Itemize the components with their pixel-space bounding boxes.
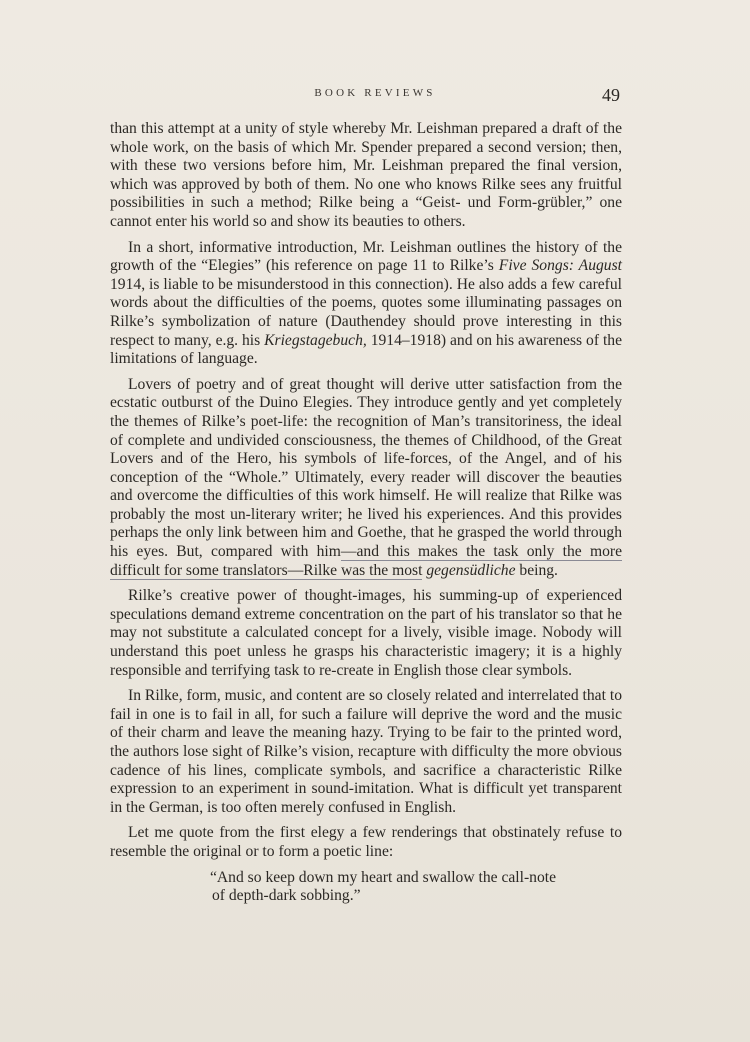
page-number: 49	[602, 85, 620, 105]
underlined-passage: —and this makes the task only the more difficult for some translators—Rilke was the most	[110, 543, 623, 579]
paragraph-5: In Rilke, form, music, and content are so closely related and interrelated that to fail in one is to fail in all, for such a failure will deprive the word and the music of their charm and leave the meaning hazy. Trying to be fair to the printed word, the authors lose sight of Rilke’s vision, recapture with difficulty the more obvious cadence of his lines, complicate symbols, and sacrifice a characteristic Rilke expression to an experiment in sound-imitation. What is difficult yet transparent in the German, is too often merely confused in English.	[110, 687, 622, 816]
paragraph-3: Lovers of poetry and of great thought will derive utter satisfaction from the ecstatic outburst of the Duino Elegies. They introduce gently and yet completely the themes of Rilke’s poet-life: the recognition of Man’s transitoriness, the ideal of complete and undivided consciousness, the themes of Childhood, of the Great Lovers and of the Hero, his symbols of life-forces, of the Angel, and of his conception of the “Whole.” Ultimately, every reader will discover the beauties and overcome the difficulties of this work himself. He will realize that Rilke was probably the most un-literary writer; he lived his experiences. And this provides perhaps the only link between him and Goethe, that he grasped the world through his eyes. But, compared with him—and this makes the task only the more difficult for some translators—Rilke was the most gegensüdliche being.	[110, 375, 623, 579]
paragraph-4: Rilke’s creative power of thought-images, his summing-up of experienced speculations demand extreme concentration on the part of his translator so that he may not substitute a calculated concept for a lively, visible image. Nobody will understand this poet unless he grasps his characteristic imagery; it is a highly responsible and terrifying task to re-create in English those clear symbols.	[110, 587, 622, 679]
quote-line-2: of depth-dark sobbing.”	[212, 887, 361, 905]
book-title-kriegstagebuch: Kriegstagebuch,	[264, 331, 367, 349]
book-title-five-songs: Five Songs: August	[498, 257, 622, 275]
italic-term: gegensüdliche	[426, 561, 516, 579]
quoted-rendering	[110, 869, 622, 906]
review-body	[110, 120, 622, 906]
running-title: BOOK REVIEWS	[314, 87, 436, 99]
paragraph-2: In a short, informative introduction, Mr. Leishman outlines the history of the growth of the “Elegies” (his reference on page 11 to Rilke’s Five Songs: August 1914, is liable to be misunderstood in this connection). He also adds a few careful words about the difficulties of the poems, quotes some illuminating passages on Rilke’s symbolization of nature (Dauthendey should prove interesting in this respect to many, e.g. his Kriegstagebuch, 1914–1918) and on his awareness of the limitations of language.	[110, 238, 622, 368]
quote-line-1: “And so keep down my heart and swallow the call-note	[210, 868, 556, 886]
paragraph-1: than this attempt at a unity of style whereby Mr. Leishman prepared a draft of the whole work, on the basis of which Mr. Spender prepared a second version; then, with these two versions before him, Mr. Leishman prepared the final version, which was approved by both of them. No one who knows Rilke sees any fruitful possibilities in such a method; Rilke being a “Geist- und Form-grübler,” one cannot enter his world so and show its beauties to others.	[110, 120, 622, 230]
paragraph-6: Let me quote from the first elegy a few renderings that obstinately refuse to resemble the original or to form a poetic line:	[110, 824, 622, 860]
